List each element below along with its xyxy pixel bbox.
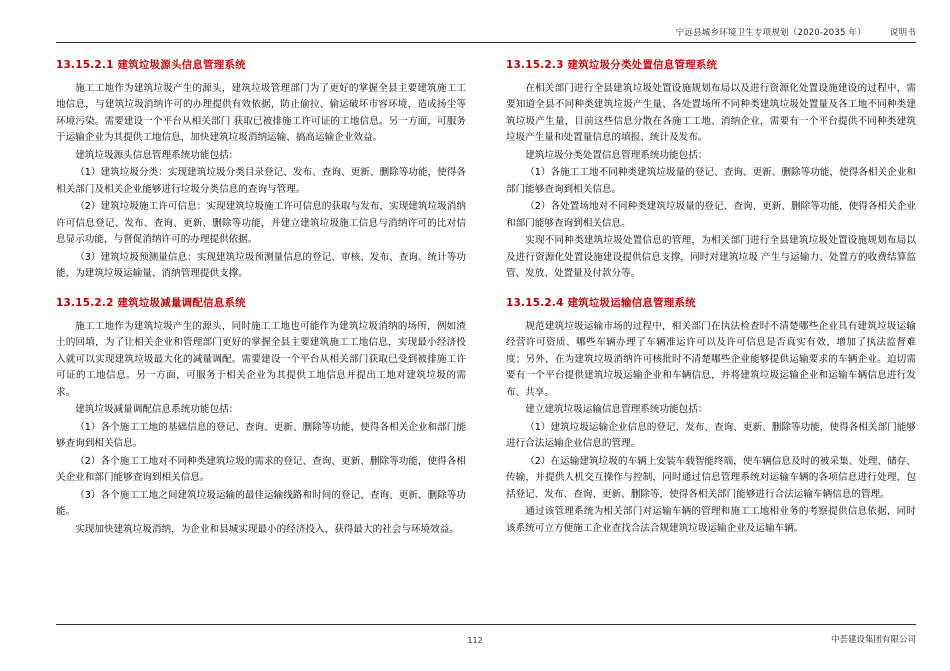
footer-rule [56,624,916,625]
paragraph: （3）建筑垃圾预测量信息：实现建筑垃圾预测量信息的登记、审核、发布、查询、统计等功能，为建筑垃圾运输量、消纳管理提供支撑。 [56,251,466,280]
header-doc-title: 宁远县城乡环境卫生专项规划（2020-2035 年） [675,28,866,38]
left-column [56,58,472,615]
paragraph: （1）建筑垃圾运输企业信息的登记、发布、查询、更新、删除等功能，使得各相关部门能够进行合法运输企业信息的管理。 [506,421,916,449]
paragraph: 建筑垃圾分类处置信息管理系统功能包括： [525,149,708,161]
paragraph: （2）各处置场地对不同种类建筑垃圾量的登记、查询、更新、删除等功能，使得各相关企业和部门能够查询到相关信息。 [506,201,916,229]
right-column [500,58,916,615]
paragraph: （1）建筑垃圾分类：实现建筑垃圾分类目录登记、发布、查询、更新、删除等功能，使得各相关部门及相关企业能够进行垃圾分类信息的查询与管理。 [56,167,466,195]
paragraph: （3）各个施工工地之间建筑垃圾运输的最佳运输线路和时间的登记、查询、更新、删除等功能。 [56,489,466,517]
paragraph: 通过该管理系统为相关部门对运输车辆的管理和施工工地相业务的考察提供信息依据，同时该系统可立方便施工企业查找合法合规建筑垃圾运输企业及运输车辆。 [506,506,916,534]
paragraph: 施工工地作为建筑垃圾产生的源头，同时施工工地也可能作为建筑垃圾消纳的场所，例如渣土的回填，为了让相关企业和管理部门更好的掌握全县主要建筑施工工地信息，实现最小经济投入就可以实现建筑垃圾最大化的减量调配。需要建设一个平台从相关部门获取已受到被排施工许可证的工地信息。另一方面，可服务于相关企业为其提供工地信息并提出工地对建筑垃圾的需求。 [56,320,466,398]
paragraph: 建筑垃圾源头信息管理系统功能包括： [75,149,239,161]
paragraph: 建立建筑垃圾运输信息管理系统功能包括： [525,404,708,415]
running-header [0,26,916,38]
paragraph: 在相关部门进行全县建筑垃圾处置设施规划布局以及进行资源化处置设施建设的过程中，需要知道全县不同种类建筑垃圾产生量、各处置场所不同种类建筑垃圾处置量及各工地不同种类建筑垃圾产生量，目前这些信息分散在各施工工地、消纳企业，需要有一个平台提供不同种类建筑垃圾产生量和处置量信息的填报、统计及发布。 [506,82,916,144]
section-heading-13-15-2-2: 13.15.2.2 建筑垃圾减量调配信息系统 [56,296,246,309]
paragraph: （2）各个施工工地对不同种类建筑垃圾的需求的登记、查询、更新、删除等功能，使得各相关企业和部门能够查询到相关信息。 [56,455,466,483]
paragraph: （1）各个施工工地的基础信息的登记、查询、更新、删除等功能，使得各相关企业和部门能够查询到相关信息。 [56,421,466,449]
paragraph: 施工工地作为建筑垃圾产生的源头，建筑垃圾管理部门为了更好的掌握全县主要建筑施工工地信息，与建筑垃圾消纳许可的办理提供有效依据，防止偷拉、偷运破坏市容环境，造成扬尘等环境污染。需要建设一个平台从相关部门 获取已被排施工许可证的工地信息。另一方面，可服务于运输企业为其提供工地信息，加快建筑垃圾消纳运输、搞高运输企业效益。 [56,82,466,144]
footer-company: 中荟建设集团有限公司 [830,635,916,645]
paragraph: （2）在运输建筑垃圾的车辆上安装车载智能终端，使车辆信息及时的被采集、处理、储存、传输，并提供人机交互操作与控制，同时通过信息管理系统对运输车辆的各项信息进行处理，包括登记、发布、查询、更新、删除等，使得各相关部门能够进行合法运输车辆信息的管理。 [506,455,916,500]
paragraph: （1）各施工工地不同种类建筑垃圾量的登记、查询、更新、删除等功能，使得各相关企业和部门能够查询到相关信息。 [506,167,916,195]
paragraph: （2）建筑垃圾施工许可信息：实现建筑垃圾施工许可信息的获取与发布，实现建筑垃圾消纳许可信息登记、发布、查询、更新、删除等功能，并建立建筑垃圾施工信息与消纳许可的比对信息显示功能，与督促消纳许可的办理提供依据。 [56,201,466,246]
header-rule [56,42,916,43]
paragraph: 规范建筑垃圾运输市场的过程中，相关部门在执法检查时不清楚哪些企业具有建筑垃圾运输经营许可资质、哪些车辆办理了车辆准运许可以及许可信息是否真实有效，增加了执法监督难度；另外，在为建筑垃圾消纳许可核批时不清楚哪些企业能够提供运输要求的车辆企业。迫切需要有一个平台提供建筑垃圾运输企业和车辆信息，并将建筑垃圾运输企业和运输车辆信息进行发布、共享。 [506,320,916,398]
paragraph: 实现加快建筑垃圾消纳，为企业和县城实现最小的经济投入，获得最大的社会与环境效益。 [75,523,459,535]
paragraph: 建筑垃圾减量调配信息系统功能包括： [75,404,239,415]
section-heading-13-15-2-4: 13.15.2.4 建筑垃圾运输信息管理系统 [506,296,696,309]
two-column-body [56,58,916,615]
header-doc-type: 说明书 [889,28,916,38]
page-number: 112 [467,636,483,645]
section-heading-13-15-2-1: 13.15.2.1 建筑垃圾源头信息管理系统 [56,59,246,71]
section-heading-13-15-2-3: 13.15.2.3 建筑垃圾分类处置信息管理系统 [506,59,718,71]
paragraph: 实现不同种类建筑垃圾处置信息的管理，为相关部门进行全县建筑垃圾处置设施规划布局以及进行资源化处置设施建设提供信息支撑，同时对建筑垃圾 产生与运输力、处置方的收费结算监管、发放、处置量及付款分等。 [506,235,916,280]
